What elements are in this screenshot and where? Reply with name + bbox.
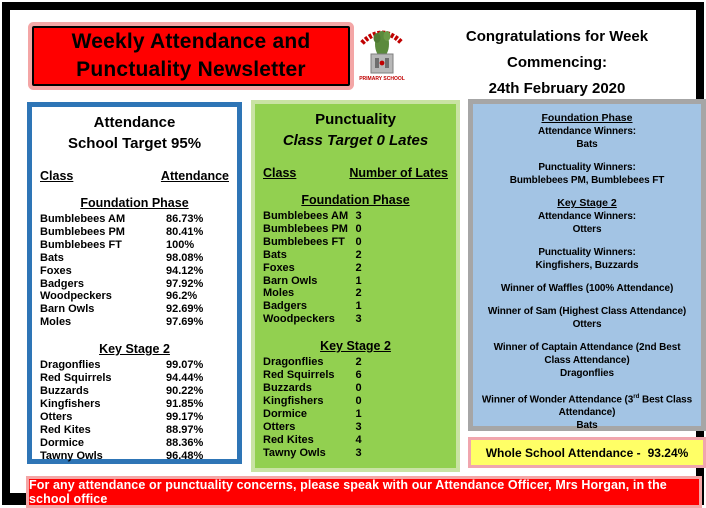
row-value: 3 — [355, 210, 362, 222]
whole-school-attendance-value: 93.24% — [647, 445, 689, 460]
congratulations-line1: Congratulations for Week Commencing: — [465, 28, 649, 71]
winners-line: Kingfishers, Buzzards — [535, 260, 639, 271]
row-class-label: Buzzards — [40, 384, 89, 397]
attendance-section-key-stage-2: Key Stage 2 — [99, 342, 170, 357]
row-class-label: Woodpeckers — [263, 313, 335, 326]
table-row — [40, 316, 229, 329]
row-class-label: Dragonflies — [40, 359, 101, 372]
row-class-label: Dormice — [263, 407, 308, 420]
winners-line: Punctuality Winners: — [538, 247, 636, 258]
row-value: 6 — [355, 369, 362, 382]
table-row — [263, 369, 448, 382]
table-row — [263, 395, 448, 408]
row-value: 2 — [355, 356, 362, 369]
attendance-subtitle: School Target 95% — [67, 135, 202, 152]
table-row — [40, 303, 229, 316]
row-class-label: Red Kites — [40, 423, 91, 436]
row-value: 94.44% — [166, 372, 204, 385]
table-row — [263, 210, 448, 223]
punctuality-keystage2-rows — [263, 356, 448, 459]
row-class-label: Bumblebees PM — [263, 222, 348, 235]
row-value: 1 — [355, 274, 362, 287]
punctuality-foundation-rows — [263, 210, 448, 326]
winners-heading: Foundation Phase — [541, 112, 633, 124]
row-value: 90.22% — [166, 384, 204, 397]
row-class-label: Tawny Owls — [263, 446, 326, 459]
table-row — [40, 398, 229, 411]
footer-notice — [26, 476, 702, 508]
winners-line: Otters — [572, 224, 602, 235]
row-class-label: Moles — [263, 287, 295, 300]
table-row — [40, 385, 229, 398]
row-value: 91.85% — [166, 397, 204, 410]
winners-group — [481, 161, 693, 187]
row-class-label: Bats — [263, 248, 287, 261]
punctuality-title: Punctuality — [315, 111, 396, 128]
table-row — [263, 223, 448, 236]
row-class-label: Moles — [40, 316, 72, 329]
winners-group — [481, 305, 693, 331]
table-row — [263, 249, 448, 262]
attendance-keystage2-rows — [40, 359, 229, 462]
winners-line: Winner of Captain Attendance (2nd Best Class Attendance) — [493, 342, 681, 366]
winners-line: Winner of Sam (Highest Class Attendance) — [487, 306, 687, 317]
row-class-label: Foxes — [40, 264, 72, 277]
row-value: 88.36% — [166, 436, 204, 449]
column-header-class: Class — [40, 169, 74, 183]
footer-notice-text: For any attendance or punctuality concerns, please speak with our Attendance Officer, Mrs Horgan, in the school office — [29, 478, 667, 506]
row-class-label: Woodpeckers — [40, 290, 112, 303]
row-value: 92.69% — [166, 303, 204, 316]
table-row — [40, 424, 229, 437]
row-class-label: Bumblebees FT — [263, 235, 345, 248]
winners-line: Bumblebees PM, Bumblebees FT — [509, 175, 665, 186]
winners-line: Attendance Winners: — [537, 211, 637, 222]
winners-line: Punctuality Winners: — [538, 162, 636, 173]
row-value: 3 — [355, 446, 362, 459]
congratulations-line2: 24th February 2020 — [488, 80, 626, 97]
winners-line: Winner of Waffles (100% Attendance) — [500, 283, 674, 294]
table-row — [263, 313, 448, 326]
row-class-label: Dormice — [40, 436, 85, 449]
table-row — [263, 356, 448, 369]
table-row — [40, 226, 229, 239]
winners-group — [481, 246, 693, 272]
table-row — [263, 382, 448, 395]
row-value: 96.48% — [166, 449, 204, 462]
row-value: 97.69% — [166, 316, 204, 329]
punctuality-section-foundation-phase: Foundation Phase — [301, 193, 410, 207]
table-row — [40, 278, 229, 291]
table-row — [40, 450, 229, 463]
winners-line: Dragonflies — [560, 368, 614, 379]
winners-heading: Key Stage 2 — [557, 197, 617, 209]
punctuality-panel — [251, 100, 460, 472]
row-class-label: Red Kites — [263, 433, 314, 446]
row-value: 3 — [355, 313, 362, 326]
row-class-label: Bumblebees AM — [40, 213, 126, 225]
row-class-label: Barn Owls — [263, 274, 318, 287]
table-row — [263, 434, 448, 447]
table-row — [40, 437, 229, 450]
row-class-label: Bats — [40, 251, 64, 264]
row-class-label: Dragonflies — [263, 356, 324, 369]
newsletter-page — [2, 2, 704, 505]
congratulations-block — [414, 24, 700, 102]
table-row — [263, 408, 448, 421]
row-value: 4 — [355, 433, 362, 446]
punctuality-section-key-stage-2: Key Stage 2 — [320, 339, 391, 354]
row-value: 2 — [355, 287, 362, 300]
row-value: 100% — [166, 238, 195, 251]
winners-line: Bats — [576, 420, 598, 432]
logo-caption: PRIMARY SCHOOL — [359, 76, 405, 82]
column-header-attendance: Attendance — [160, 169, 229, 183]
row-value: 0 — [355, 222, 362, 235]
newsletter-title-line2: Punctuality Newsletter — [76, 58, 306, 81]
whole-school-attendance-label: Whole School Attendance - — [485, 445, 641, 460]
table-row — [263, 275, 448, 288]
table-row — [263, 262, 448, 275]
attendance-foundation-rows — [40, 213, 229, 329]
column-header-class: Class — [263, 166, 297, 180]
row-class-label: Bumblebees FT — [40, 238, 122, 251]
row-class-label: Red Squirrels — [263, 369, 335, 382]
row-value: 2 — [355, 261, 362, 274]
row-class-label: Kingfishers — [40, 397, 101, 410]
row-value: 98.08% — [166, 251, 204, 264]
column-header-number-of-lates: Number of Lates — [349, 166, 448, 180]
row-value: 99.07% — [166, 359, 204, 372]
row-class-label: Otters — [40, 410, 73, 423]
table-row — [40, 252, 229, 265]
attendance-panel — [27, 102, 242, 464]
row-value: 80.41% — [166, 225, 204, 238]
table-row — [40, 213, 229, 226]
table-row — [40, 359, 229, 372]
row-class-label: Bumblebees AM — [263, 210, 349, 222]
table-row — [40, 372, 229, 385]
row-class-label: Buzzards — [263, 381, 312, 394]
winners-group — [481, 390, 693, 432]
row-value: 86.73% — [166, 213, 204, 225]
row-value: 99.17% — [166, 410, 204, 423]
table-row — [40, 411, 229, 424]
row-value: 2 — [355, 248, 362, 261]
punctuality-column-headers — [263, 166, 448, 180]
row-class-label: Barn Owls — [40, 303, 95, 316]
table-row — [263, 421, 448, 434]
row-value: 3 — [355, 420, 362, 433]
row-class-label: Tawny Owls — [40, 449, 103, 462]
winners-group — [481, 282, 693, 295]
table-row — [263, 236, 448, 249]
attendance-column-headers — [40, 169, 229, 183]
row-value: 0 — [355, 394, 362, 407]
row-value: 88.97% — [166, 423, 204, 436]
school-logo — [354, 18, 410, 86]
table-row — [40, 239, 229, 252]
row-value: 97.92% — [166, 277, 204, 290]
row-class-label: Foxes — [263, 261, 295, 274]
row-value: 1 — [355, 300, 362, 313]
row-value: 94.12% — [166, 264, 204, 277]
row-value: 0 — [355, 235, 362, 248]
row-value: 1 — [355, 407, 362, 420]
winners-line: Attendance Winners: — [537, 126, 637, 137]
table-row — [263, 287, 448, 300]
row-value: 96.2% — [166, 290, 198, 303]
newsletter-title-line1: Weekly Attendance and — [71, 30, 311, 53]
row-class-label: Red Squirrels — [40, 372, 112, 385]
table-row — [40, 265, 229, 278]
row-class-label: Bumblebees PM — [40, 225, 125, 238]
newsletter-title-box — [32, 26, 350, 86]
winners-group — [481, 197, 693, 236]
winners-group — [481, 112, 693, 151]
attendance-title: Attendance — [93, 114, 176, 131]
whole-school-attendance-box — [468, 437, 706, 468]
winners-line: Winner of Wonder Attendance (3rd Best Class Attendance) — [481, 393, 693, 419]
table-row — [40, 290, 229, 303]
winners-line: Bats — [576, 139, 598, 150]
winners-panel — [468, 99, 706, 431]
table-row — [263, 300, 448, 313]
attendance-section-foundation-phase: Foundation Phase — [80, 196, 189, 210]
row-class-label: Badgers — [40, 277, 85, 290]
row-class-label: Otters — [263, 420, 296, 433]
table-row — [263, 447, 448, 460]
punctuality-subtitle: Class Target 0 Lates — [282, 132, 429, 149]
winners-line: Otters — [572, 319, 602, 330]
row-class-label: Kingfishers — [263, 394, 324, 407]
row-class-label: Badgers — [263, 300, 308, 313]
row-value: 0 — [355, 381, 362, 394]
winners-group — [481, 341, 693, 380]
